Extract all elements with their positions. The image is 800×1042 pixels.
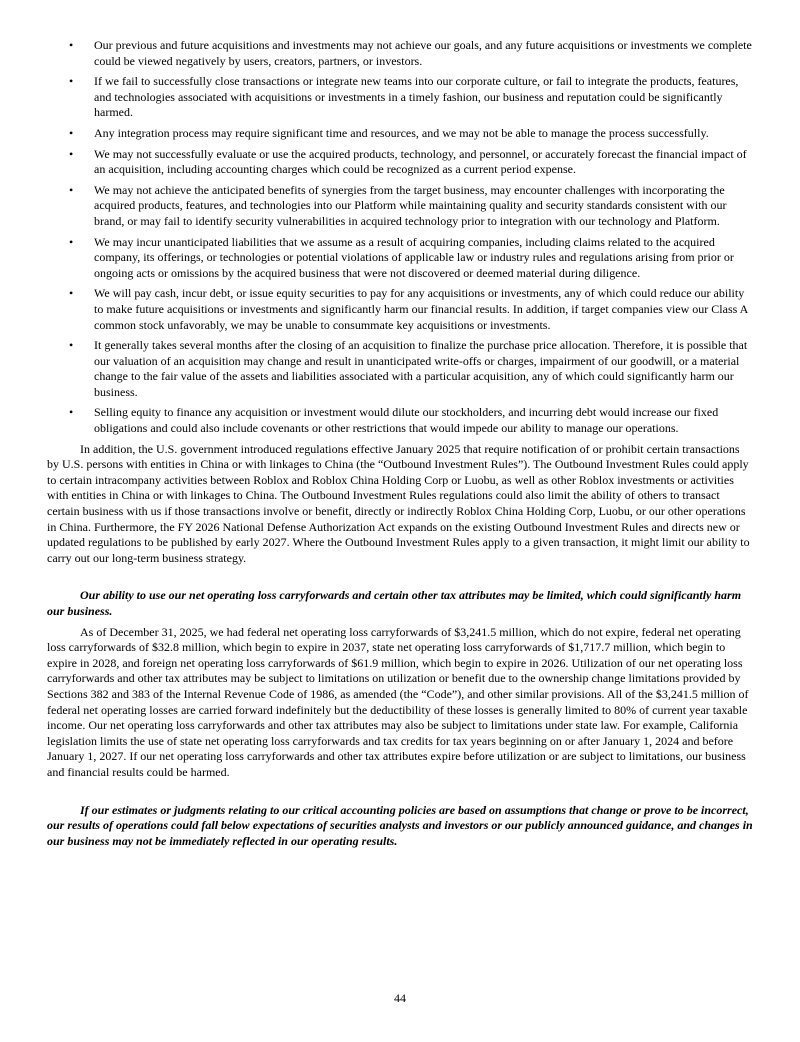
list-item [47,126,754,142]
bullet-icon: • [69,405,74,420]
list-item [47,147,754,178]
bullet-icon: • [69,286,74,301]
bullet-icon: • [69,338,74,353]
list-item [47,235,754,282]
document-page [47,38,754,854]
list-item-text: Any integration process may require significant time and resources, and we may not be able to manage the process successfully. [94,125,709,140]
nol-risk-heading: Our ability to use our net operating loss carryforwards and certain other tax attributes may be limited, which could significantly harm our business. [47,588,742,618]
list-item [47,338,754,400]
list-item-text: We will pay cash, incur debt, or issue equity securities to pay for any acquisitions or investments, any of which could reduce our ability to make future acquisitions or investments and significantly harm our financial results. In addition, if target companies view our Class A common stock unfavorably, we may be unable to consummate key acquisitions or investments. [94,286,748,332]
acquisition-risk-list [47,38,754,437]
list-item-text: We may incur unanticipated liabilities that we assume as a result of acquiring companies, including claims related to the acquired company, its offerings, or technologies or potential violations of applicable law or industry rules and regulations arising from prior or ongoing acts or omissions by the acquired business that were not discovered or deemed material during diligence. [94,234,734,280]
list-item-text: We may not achieve the anticipated benefits of synergies from the target business, may encounter challenges with incorporating the acquired products, features, and technologies into our Platform while maintaining quality and security standards consistent with our brand, or may fail to identify security vulnerabilities in acquired technology prior to integration with our technology and Platform. [94,182,727,228]
list-item-text: Selling equity to finance any acquisition or investment would dilute our stockholders, and incurring debt would increase our fixed obligations and could also include covenants or other restrictions that would impede our ability to manage our operations. [94,405,719,436]
page-number: 44 [394,991,406,1005]
bullet-icon: • [69,38,74,52]
list-item-text: It generally takes several months after the closing of an acquisition to finalize the purchase price allocation. Therefore, it is possible that our valuation of an acquisition may change and result in unanticipated write-offs or charges, impairment of our goodwill, or a material change to the fair value of the assets and liabilities associated with a particular acquisition, any of which could significantly harm our business. [94,338,748,399]
list-item [47,38,754,69]
bullet-icon: • [69,234,74,249]
list-item-text: We may not successfully evaluate or use the acquired products, technology, and personnel, or accurately forecast the financial impact of an acquisition, including accounting charges which could be recognized as a current period expense. [94,146,747,177]
list-item [47,74,754,121]
list-item-text: Our previous and future acquisitions and investments may not achieve our goals, and any future acquisitions or investments we complete could be viewed negatively by users, creators, partners, or investors. [94,38,752,68]
bullet-icon: • [69,74,74,89]
list-item [47,286,754,333]
bullet-icon: • [69,146,74,161]
bullet-icon: • [69,125,74,140]
list-item [47,183,754,230]
outbound-investment-paragraph: In addition, the U.S. government introduced regulations effective January 2025 that require notification of or prohibit certain transactions by U.S. persons with entities in China or with linkages to China (the “Outbound Investment Rules”). The Outbound Investment Rules could apply to certain intracompany activities between Roblox and Roblox China Holding Corp or Luobu, as well as other Roblox investments or activities with entities in China or with linkages to China. The Outbound Investment Rules regulations could also limit the ability of others to transact certain business with us if those transactions involve or benefit, directly or indirectly Roblox China Holding Corp, Luobu, or our other operations in China. Furthermore, the FY 2026 National Defense Authorization Act expands on the existing Outbound Investment Rules and directs new or updated regulations to be published by early 2027. Where the Outbound Investment Rules apply to a given transaction, it might limit our ability to carry out our long-term business strategy. [47,441,750,565]
estimates-risk-heading: If our estimates or judgments relating to our critical accounting policies are based on assumptions that change or prove to be incorrect, our results of operations could fall below expectations of securities analysts and investors or our publicly announced guidance, and changes in our business may not be immediately reflected in our operating results. [47,802,753,848]
list-item-text: If we fail to successfully close transactions or integrate new teams into our corporate culture, or fail to integrate the products, features, and technologies associated with acquisitions or investments in a timely fashion, our business and reputation could be significantly harmed. [94,74,739,120]
nol-paragraph: As of December 31, 2025, we had federal net operating loss carryforwards of $3,241.5 million, which do not expire, federal net operating loss carryforwards of $32.8 million, which begin to expire in 2037, state net operating loss carryforwards of $1,717.7 million, which begin to expire in 2028, and foreign net operating loss carryforwards of $61.9 million, which begin to expire in 2026. Utilization of our net operating loss carryforwards and other tax attributes may be subject to limitations on utilization or benefit due to the ownership change limitations provided by Sections 382 and 383 of the Internal Revenue Code of 1986, as amended (the “Code”), and other similar provisions. All of the $3,241.5 million of federal net operating losses are carried forward indefinitely but the deductibility of these losses is generally limited to 80% of current year taxable income. Our net operating loss carryforwards and other tax attributes may also be subject to limitations under state law. For example, California legislation limits the use of state net operating loss carryforwards and tax credits for tax years beginning on or after January 1, 2024 and before January 1, 2027. If our net operating loss carryforwards and other tax attributes expire before utilization or are subject to limitations, our business and financial results could be harmed. [47,624,749,779]
list-item [47,405,754,436]
bullet-icon: • [69,182,74,197]
